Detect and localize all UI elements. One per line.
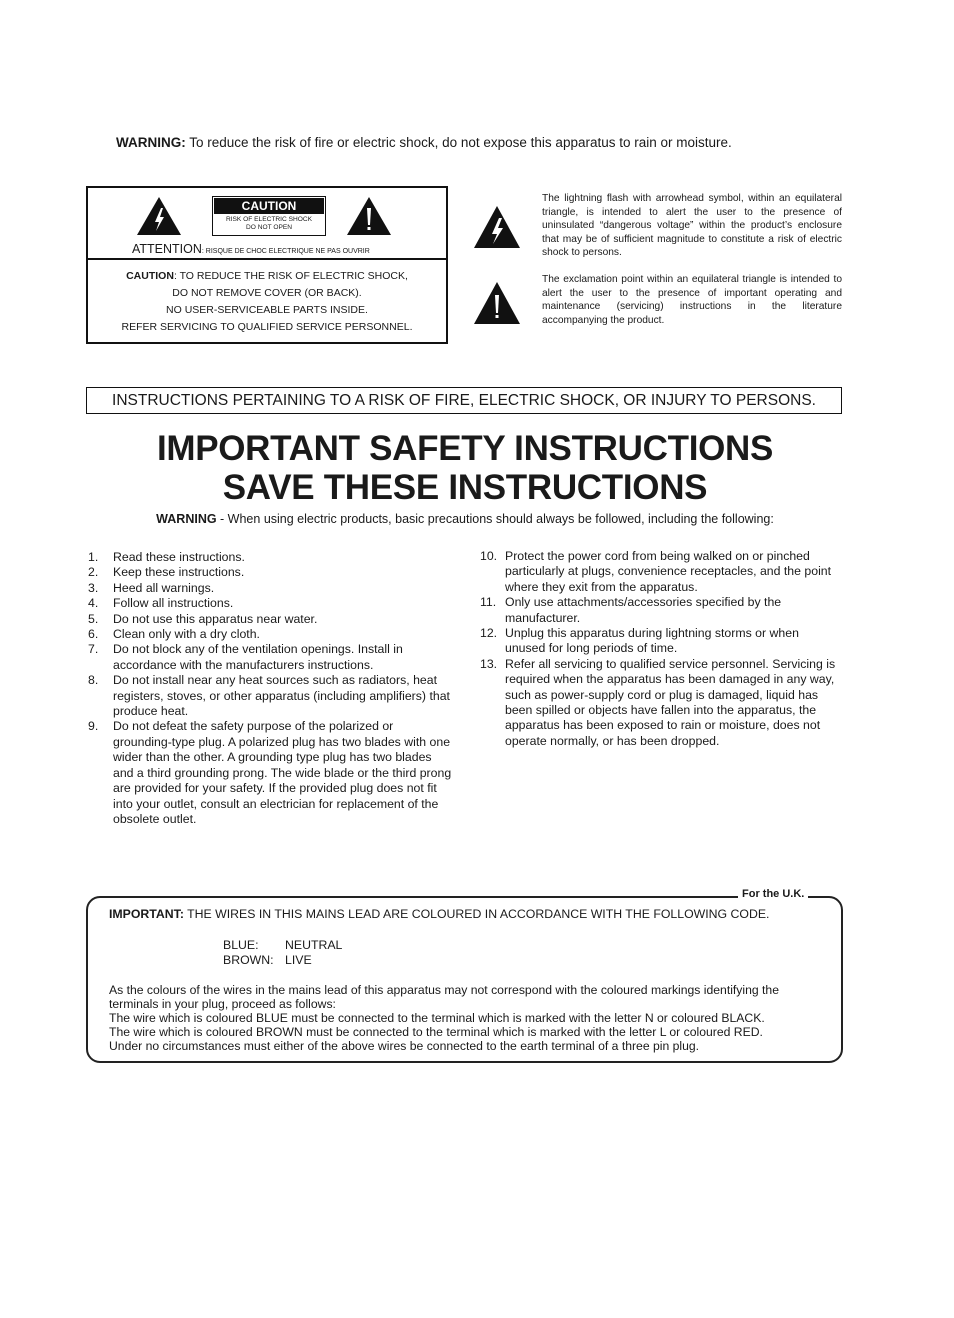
item-number: 8. <box>88 673 99 688</box>
caution-badge-title: CAUTION <box>214 198 324 214</box>
wire-meaning: LIVE <box>285 953 312 967</box>
item-number: 13. <box>480 656 498 671</box>
item-text: Do not block any of the ventilation openings. Install in accordance with the manufacturers instructions. <box>113 642 403 672</box>
warning-line-label: WARNING <box>156 512 217 526</box>
uk-para-2: The wire which is coloured BLUE must be connected to the terminal which is marked with the letter N or coloured BLACK. <box>109 1011 765 1025</box>
item-text: Protect the power cord from being walked on or pinched particularly at plugs, convenience receptacles, and the point where they exit from the apparatus. <box>505 549 832 594</box>
item-text: Do not use this apparatus near water. <box>113 611 318 626</box>
list-item <box>88 642 454 673</box>
uk-important-line <box>109 907 769 921</box>
exclamation-symbol-icon <box>473 281 521 325</box>
wire-code-blue <box>223 938 342 952</box>
item-number: 7. <box>88 642 99 657</box>
item-number: 11. <box>480 595 497 610</box>
top-warning-label: WARNING: <box>116 135 186 150</box>
item-text: Keep these instructions. <box>113 565 245 580</box>
caution-badge-line2: DO NOT OPEN <box>245 224 293 231</box>
caution-box <box>86 186 448 344</box>
item-number: 9. <box>88 719 99 734</box>
list-item <box>480 549 842 595</box>
exclamation-warning-icon <box>346 196 392 236</box>
item-number: 1. <box>88 550 99 564</box>
item-text: Follow all instructions. <box>113 596 234 611</box>
top-warning <box>116 135 732 150</box>
wire-colour: BROWN: <box>223 953 274 967</box>
list-item <box>88 565 454 580</box>
uk-para-1: As the colours of the wires in the mains lead of this apparatus may not correspond with the coloured markings identifying the terminals in your plug, proceed as follows: <box>109 983 779 1011</box>
page-title: IMPORTANT SAFETY INSTRUCTIONS <box>156 429 774 468</box>
item-text: Heed all warnings. <box>113 580 215 595</box>
exclamation-symbol-text: The exclamation point within an equilateral triangle is intended to alert the user to the presence of important operating and maintenance (servicing) instructions in the literature accompanying the product. <box>542 274 842 326</box>
wire-colour: BLUE: <box>223 938 259 952</box>
page-subtitle: SAVE THESE INSTRUCTIONS <box>222 468 708 507</box>
item-text: Refer all servicing to qualified service personnel. Servicing is required when the apparatus has been damaged in any way, such as power-supply cord or plug is damaged, liquid has been spilled or objects have fallen into the apparatus, the apparatus has been exposed to rain or moisture, does not operate normally, or has been dropped. <box>505 656 836 748</box>
uk-para-3: The wire which is coloured BROWN must be connected to the terminal which is marked with the letter L or coloured RED. <box>109 1025 763 1039</box>
uk-instructions <box>109 983 821 1053</box>
lightning-symbol-text: The lightning flash with arrowhead symbol, within an equilateral triangle, is intended to alert the user to the presence of uninsulated “dangerous voltage” within the product’s enclosure that may be of sufficient magnitude to constitute a risk of electric shock to persons. <box>542 193 842 258</box>
list-item <box>480 657 842 749</box>
caution-line-3: NO USER-SERVICEABLE PARTS INSIDE. <box>166 304 368 316</box>
instructions-list-right <box>480 549 842 749</box>
item-number: 6. <box>88 627 99 642</box>
caution-line-4: REFER SERVICING TO QUALIFIED SERVICE PERSONNEL. <box>121 321 413 333</box>
item-text: Only use attachments/accessories specified by the manufacturer. <box>505 595 782 625</box>
list-item <box>88 612 454 627</box>
uk-important-label: IMPORTANT: <box>109 907 184 921</box>
list-item <box>88 596 454 611</box>
attention-line <box>132 240 370 258</box>
item-text: Clean only with a dry cloth. <box>113 627 260 642</box>
caution-line-1 <box>88 268 446 285</box>
lightning-warning-icon <box>136 196 182 236</box>
wire-meaning: NEUTRAL <box>285 938 343 952</box>
caution-text <box>88 268 446 336</box>
top-warning-text: To reduce the risk of fire or electric shock, do not expose this apparatus to rain or moisture. <box>185 135 732 150</box>
wire-code-brown <box>223 953 312 967</box>
caution-line1-text: : TO REDUCE THE RISK OF ELECTRIC SHOCK, <box>173 270 408 282</box>
item-number: 10. <box>480 549 498 563</box>
item-number: 4. <box>88 596 99 611</box>
list-item <box>88 719 454 827</box>
uk-label: For the U.K. <box>738 888 808 900</box>
list-item <box>88 673 454 719</box>
item-number: 12. <box>480 626 498 641</box>
caution-line-2: DO NOT REMOVE COVER (OR BACK). <box>172 287 362 299</box>
list-item <box>88 581 454 596</box>
caution-badge <box>212 196 326 236</box>
uk-important-text: THE WIRES IN THIS MAINS LEAD ARE COLOURED IN ACCORDANCE WITH THE FOLLOWING CODE. <box>183 907 770 921</box>
instructions-list-left <box>88 550 454 827</box>
caution-box-header <box>88 188 446 260</box>
attention-label: ATTENTION <box>132 242 202 256</box>
uk-para-4: Under no circumstances must either of the above wires be connected to the earth terminal of a three pin plug. <box>109 1039 700 1053</box>
list-item <box>88 627 454 642</box>
caution-badge-line1: RISK OF ELECTRIC SHOCK <box>225 216 313 223</box>
item-text: Read these instructions. <box>113 550 245 564</box>
list-item <box>88 550 454 565</box>
lightning-symbol-icon <box>473 205 521 249</box>
list-item <box>480 626 842 657</box>
item-number: 5. <box>88 611 99 626</box>
warning-line <box>0 512 930 526</box>
warning-line-text: - When using electric products, basic precautions should always be followed, including the following: <box>216 512 774 526</box>
item-text: Do not install near any heat sources such as radiators, heat registers, stoves, or other apparatus (including amplifiers) that produce heat. <box>113 673 450 719</box>
item-text: Do not defeat the safety purpose of the polarized or grounding-type plug. A polarized plug has two blades with one wider than the other. A grounding type plug has two blades and a third grounding prong. The wide blade or the third prong are provided for your safety. If the provided plug does not fit into your outlet, consult an electrician for replacement of the obsolete outlet. <box>113 719 452 826</box>
item-number: 2. <box>88 565 99 580</box>
attention-text: : RISQUE DE CHOC ELECTRIQUE NE PAS OUVRIR <box>201 248 370 255</box>
item-number: 3. <box>88 580 99 595</box>
instructions-banner: INSTRUCTIONS PERTAINING TO A RISK OF FIRE, ELECTRIC SHOCK, OR INJURY TO PERSONS. <box>86 387 842 414</box>
caution-label: CAUTION <box>126 270 174 282</box>
item-text: Unplug this apparatus during lightning storms or when unused for long periods of time. <box>505 626 799 656</box>
list-item <box>480 595 842 626</box>
